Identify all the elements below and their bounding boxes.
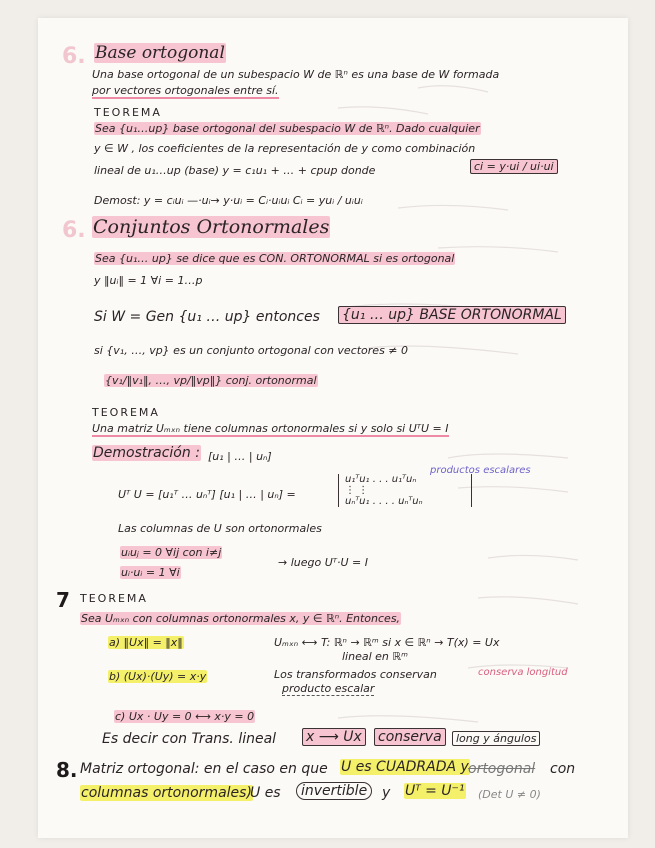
orthogonal-matrix-line-2a: columnas ortonormales) (81, 785, 252, 801)
definition-line-2: por vectores ortogonales entre sí. (92, 84, 279, 97)
section-number-ghost: 6. (62, 44, 86, 69)
property-c: c) Ux · Uy = 0 ⟷ x·y = 0 (115, 710, 255, 723)
matrix-row-3: uₙᵀu₁ . . . . uₙᵀuₙ (345, 496, 423, 507)
notebook-page (38, 18, 628, 838)
demonstration-columns: [u₁ | … | uₙ] (208, 450, 272, 463)
orthogonal-set-line: si {v₁, …, vp} es un conjunto ortogonal con vectores ≠ 0 (94, 344, 409, 357)
transpose-equals-inverse: Uᵀ = U⁻¹ (405, 783, 465, 799)
columns-orthonormal-line: Las columnas de U son ortonormales (118, 522, 322, 535)
struck-word: ortogonal (468, 761, 536, 777)
determinant-note: (Det U ≠ 0) (478, 788, 541, 801)
property-b: b) (Ux)·(Uy) = x·y (109, 670, 207, 683)
condition-unit-norm: uᵢ·uᵢ = 1 ∀i (121, 566, 180, 579)
demonstration-equation: Uᵀ U = [u₁ᵀ … uₙᵀ] [u₁ | … | uₙ] = (118, 488, 296, 501)
theorem-orthonormal-columns: Una matriz Uₘₓₙ tiene columnas ortonormales si y solo si UᵀU = I (92, 422, 449, 435)
orthogonal-matrix-y: y (382, 785, 391, 801)
annotation-conserva-longitud: conserva longitud (478, 667, 568, 678)
property-a: a) ‖Ux‖ = ‖x‖ (109, 636, 183, 649)
section-title-base-ortogonal: Base ortogonal (95, 43, 225, 63)
orthogonal-matrix-line-2b: U es (250, 785, 281, 801)
theorem-7-intro: Sea Uₘₓₙ con columnas ortonormales x, y ∈ ℝⁿ. Entonces, (81, 612, 401, 625)
transformation-linear-label: lineal en ℝᵐ (342, 650, 408, 663)
demonstration-label: Demostración : (93, 445, 200, 461)
theorem-label: TEOREMA (94, 106, 162, 119)
long-angulos-box: long y ángulos (452, 732, 540, 746)
theorem-line-3: lineal de u₁…up (base) y = c₁u₁ + … + cpup donde (94, 164, 376, 177)
theorem-label-3: TEOREMA (80, 592, 148, 605)
coefficient-formula-box: ci = y·ui / ui·ui (470, 160, 558, 174)
orthonormal-basis-box: {u₁ … up} BASE ORTONORMAL (338, 308, 566, 322)
theorem-line-1: Sea {u₁…up} base ortogonal del subespacio W de ℝⁿ. Dado cualquier (95, 122, 480, 135)
theorem-label-2: TEOREMA (92, 406, 160, 419)
demonstration-line: Demost: y = cᵢuᵢ —·uᵢ→ y·uᵢ = Cᵢ·uᵢuᵢ Cᵢ = yuᵢ / uᵢuᵢ (94, 194, 363, 207)
property-b-note-2: producto escalar (282, 682, 375, 695)
section-number-ghost-2: 6. (62, 218, 86, 243)
section-number-8: 8. (56, 758, 78, 782)
result-matrix (338, 474, 472, 507)
definition-orthonormal-1: Sea {u₁… up} se dice que es CON. ORTONORMAL si es ortogonal (95, 252, 455, 265)
property-b-note-1: Los transformados conservan (274, 668, 437, 681)
matrix-row-1: u₁ᵀu₁ . . . u₁ᵀuₙ (345, 474, 417, 485)
summary-trans-lineal: Es decir con Trans. lineal (102, 731, 277, 747)
matrix-row-2: ⋮ ⋮ (345, 485, 369, 496)
definition-orthonormal-2: y ‖uᵢ‖ = 1 ∀i = 1…p (94, 274, 203, 287)
invertible-oval: invertible (296, 784, 372, 798)
transformation-definition: Uₘₓₙ ⟷ T: ℝⁿ → ℝᵐ si x ∈ ℝⁿ → T(x) = Ux (274, 636, 500, 649)
orthogonal-matrix-con: con (550, 761, 576, 777)
condition-orthogonal: uᵢuⱼ = 0 ∀ij con i≠j (121, 546, 222, 559)
theorem-line-2: y ∈ W , los coeficientes de la representación de y como combinación (94, 142, 476, 155)
orthogonal-matrix-line-1a: Matriz ortogonal: en el caso en que (80, 761, 328, 777)
section-number-7: 7 (56, 588, 70, 612)
conserva-box: conserva (374, 730, 446, 744)
generator-line: Si W = Gen {u₁ … up} entonces (94, 309, 320, 325)
normalized-set-line: {v₁/‖v₁‖, …, vp/‖vp‖} conj. ortonormal (105, 374, 317, 387)
conclusion-ut-u-i: → luego Uᵀ·U = I (278, 556, 369, 569)
orthogonal-matrix-square: U es CUADRADA y (341, 759, 469, 775)
mapping-box: x ⟶ Ux (302, 730, 366, 744)
definition-line-1: Una base ortogonal de un subespacio W de ℝⁿ es una base de W formada (92, 68, 500, 81)
annotation-productos-escalares: productos escalares (430, 465, 531, 476)
section-title-conjuntos: Conjuntos Ortonormales (93, 216, 330, 238)
